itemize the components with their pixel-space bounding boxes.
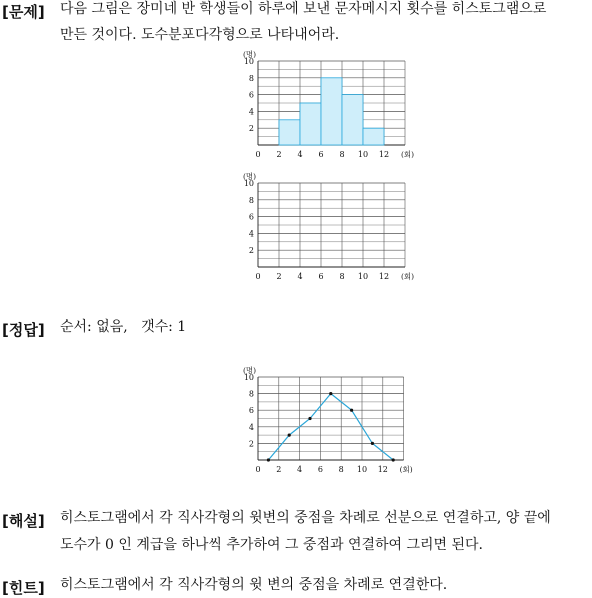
x-tick-label: 4: [297, 150, 303, 159]
answer-text: 순서: 없음, 갯수: 1: [60, 319, 187, 335]
x-tick-label: 0: [255, 465, 261, 474]
problem-line-2: 만든 것이다. 도수분포다각형으로 나타내어라.: [60, 27, 340, 43]
y-tick-label: 6: [248, 90, 254, 100]
x-tick-label: 0: [255, 150, 261, 159]
x-axis-label: (회): [401, 272, 415, 281]
hint-label: [힌트]: [2, 579, 45, 597]
y-tick-label: 2: [248, 246, 254, 256]
x-tick-label: 0: [255, 272, 261, 281]
y-tick-label: 8: [248, 389, 254, 399]
x-tick-label: 10: [356, 465, 368, 474]
data-point: [329, 392, 332, 395]
x-tick-label: 8: [339, 150, 345, 159]
y-axis-label: (명): [243, 172, 257, 181]
x-tick-label: 2: [276, 150, 282, 159]
x-tick-label: 12: [378, 272, 390, 281]
x-tick-label: 6: [318, 272, 324, 281]
data-point: [371, 442, 374, 445]
data-point: [288, 434, 291, 437]
x-tick-label: 2: [276, 465, 282, 474]
histogram-bar: [321, 78, 342, 145]
x-axis-label: (회): [399, 465, 413, 474]
y-tick-label: 4: [248, 107, 254, 117]
explanation-label: [해설]: [2, 512, 45, 530]
x-tick-label: 10: [357, 150, 369, 159]
y-tick-label: 4: [248, 422, 254, 432]
y-tick-label: 2: [248, 124, 254, 134]
data-point: [267, 458, 270, 461]
histogram-bar: [279, 120, 300, 145]
histogram-bar: [342, 95, 363, 145]
hint-text: 히스토그램에서 각 직사각형의 윗 변의 중점을 차례로 연결한다.: [60, 577, 448, 593]
x-tick-label: 6: [318, 150, 324, 159]
x-tick-label: 4: [297, 465, 303, 474]
y-axis-label: (명): [243, 366, 257, 375]
problem-line-1: 다음 그림은 장미네 반 학생들이 하루에 보낸 문자메시지 횟수를 히스토그램으로: [60, 1, 547, 17]
data-point: [392, 458, 395, 461]
y-tick-label: 6: [248, 406, 254, 416]
y-tick-label: 10: [243, 179, 254, 188]
explanation-line-2: 도수가 0 인 계급을 하나씩 추가하여 그 중점과 연결하여 그리면 된다.: [60, 537, 484, 553]
y-tick-label: 10: [243, 57, 254, 66]
histogram-chart: [228, 44, 420, 166]
x-tick-label: 8: [339, 272, 345, 281]
x-tick-label: 12: [377, 465, 388, 474]
x-axis-label: (회): [401, 150, 415, 159]
data-point: [350, 409, 353, 412]
y-tick-label: 8: [248, 73, 254, 83]
y-tick-label: 2: [248, 439, 254, 449]
y-tick-label: 10: [243, 373, 254, 382]
answer-label: [정답]: [2, 321, 45, 339]
histogram-bar: [363, 128, 384, 145]
y-tick-label: 8: [248, 195, 254, 205]
frequency-polygon-chart: [228, 360, 420, 478]
x-tick-label: 12: [378, 150, 390, 159]
y-tick-label: 6: [248, 212, 254, 222]
y-tick-label: 4: [248, 229, 254, 239]
x-tick-label: 4: [297, 272, 303, 281]
x-tick-label: 6: [317, 465, 323, 474]
explanation-line-1: 히스토그램에서 각 직사각형의 윗변의 중점을 차례로 선분으로 연결하고, 양 끝에: [60, 510, 551, 526]
blank-grid-chart: [228, 166, 420, 288]
data-point: [308, 417, 311, 420]
problem-label: [문제]: [2, 3, 45, 21]
y-axis-label: (명): [243, 50, 257, 59]
x-tick-label: 8: [338, 465, 344, 474]
histogram-bar: [300, 103, 321, 145]
x-tick-label: 2: [276, 272, 282, 281]
x-tick-label: 10: [357, 272, 369, 281]
